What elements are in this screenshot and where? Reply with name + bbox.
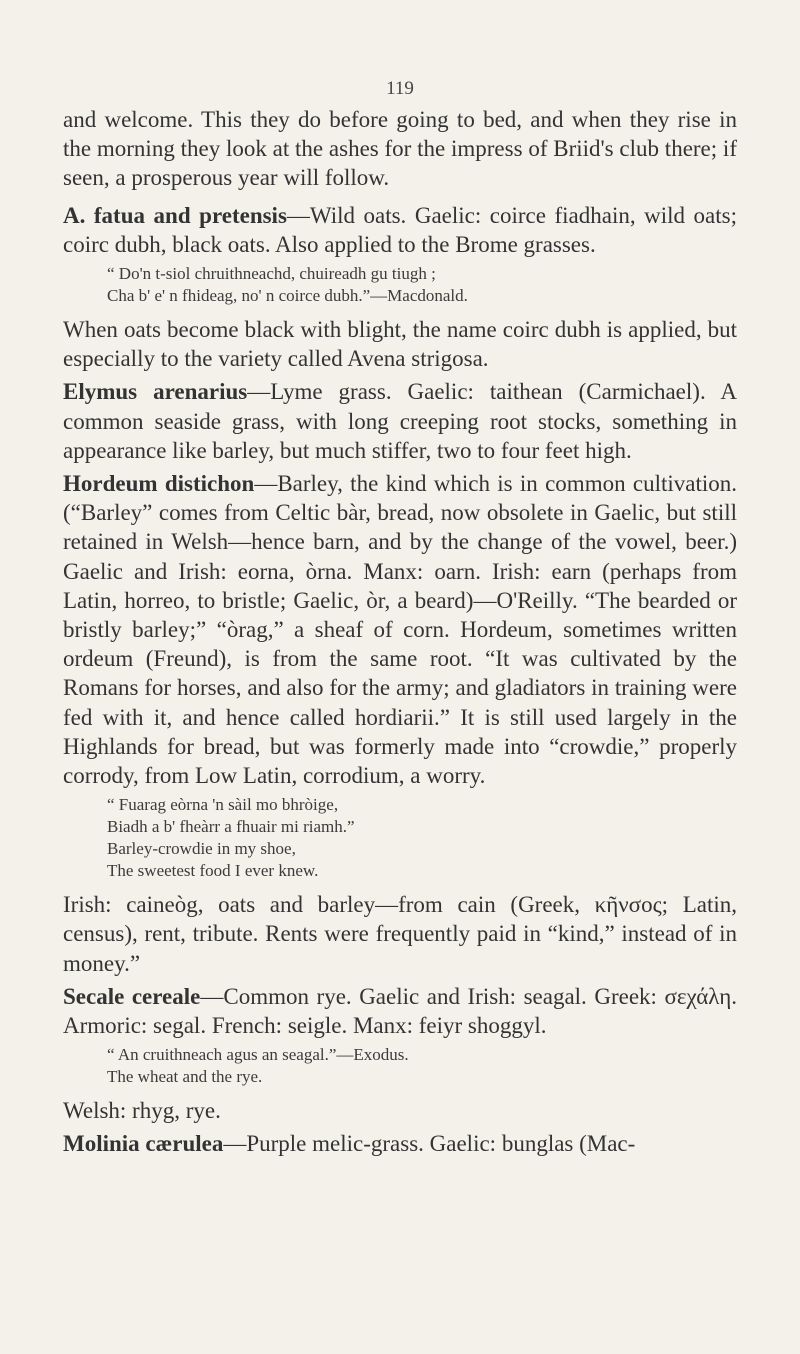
entry-secale [63,982,737,1040]
paragraph-text: Irish: caineòg, oats and barley—from cain (Greek, κῆνσος; Latin, census), rent, tribute. Rents were frequently paid in “kind,” instead of in money.” [63,892,737,976]
entry-text: —Purple melic-grass. Gaelic: bunglas (Mac- [223,1131,636,1157]
entry-heading: Molinia cærulea [63,1131,224,1157]
verse-line: Cha b' e' n fhideag, no' n coirce dubh.”—Macdonald. [107,286,468,306]
entry-text: —Lyme grass. Gaelic: taithean (Carmichael). A common seaside grass, with long creeping root stocks, something in appearance like barley, but much stiffer, two to four feet high. [63,379,737,463]
verse-line: Biadh a b' fheàrr a fhuair mi riamh.” [107,817,355,837]
entry-heading: Hordeum distichon [63,471,255,497]
verse-line: “ An cruithneach agus an seagal.”—Exodus. [107,1045,409,1065]
page-number: 119 [386,78,414,99]
verse-line: “ Fuarag eòrna 'n sàil mo bhròige, [107,795,339,815]
verse-line: “ Do'n t-siol chruithneachd, chuireadh gu tiugh ; [107,264,436,284]
entry-elymus [63,377,737,465]
entry-molinia [63,1129,737,1158]
verse-line: The wheat and the rye. [107,1067,263,1087]
quote-verse [107,794,737,882]
entry-heading: A. fatua and pretensis [63,202,287,228]
paragraph [63,890,737,978]
entry-text: —Wild oats. Gaelic: coirce fiadhain, wild oats; coirc dubh, black oats. Also applied to the Brome grasses. [63,202,737,257]
entry-text: —Common rye. Gaelic and Irish: seagal. Greek: σεχάλη. Armoric: segal. French: seigle. Manx: feiyr shoggyl. [63,983,738,1039]
paragraph [63,1096,737,1125]
paragraph-text: When oats become black with blight, the name coirc dubh is applied, but especially to the variety called Avena strigosa. [63,317,737,372]
paragraph-text: Welsh: rhyg, rye. [63,1098,221,1124]
paragraph [63,105,737,193]
verse-line: Barley-crowdie in my shoe, [107,839,296,859]
quote-verse [107,1044,737,1088]
entry-avena-fatua [63,201,737,259]
paragraph-text: and welcome. This they do before going to bed, and when they rise in the morning they look at the ashes for the impress of Briid's club there; if seen, a prosperous year will follow. [63,107,737,191]
quote-verse [107,263,737,307]
paragraph [63,315,737,373]
verse-line: The sweetest food I ever knew. [107,861,319,881]
entry-text: —Barley, the kind which is in common cultivation. (“Barley” comes from Celtic bàr, bread, now obsolete in Gaelic, but still retained in Welsh—hence barn, and by the change of the vowel, beer.) Gaelic and Irish: eorna, òrna. Manx: oarn. Irish: earn (perhaps from Latin, horreo, to bristle; Gaelic, òr, a beard)—O'Reilly. “The bearded or bristly barley;” “òrag,” a sheaf of corn. Hordeum, sometimes written ordeum (Freund), is from the same root. “It was cultivated by the Romans for horses, and also for the army; and gladiators in training were fed with it, and hence called hordiarii.” It is still used largely in the Highlands for bread, but was formerly made into “crowdie,” properly corrody, from Low Latin, corrodium, a worry. [63,471,737,789]
page-body [63,105,737,1163]
entry-hordeum [63,469,737,790]
entry-heading: Secale cereale [63,983,201,1009]
entry-heading: Elymus arenarius [63,379,248,405]
